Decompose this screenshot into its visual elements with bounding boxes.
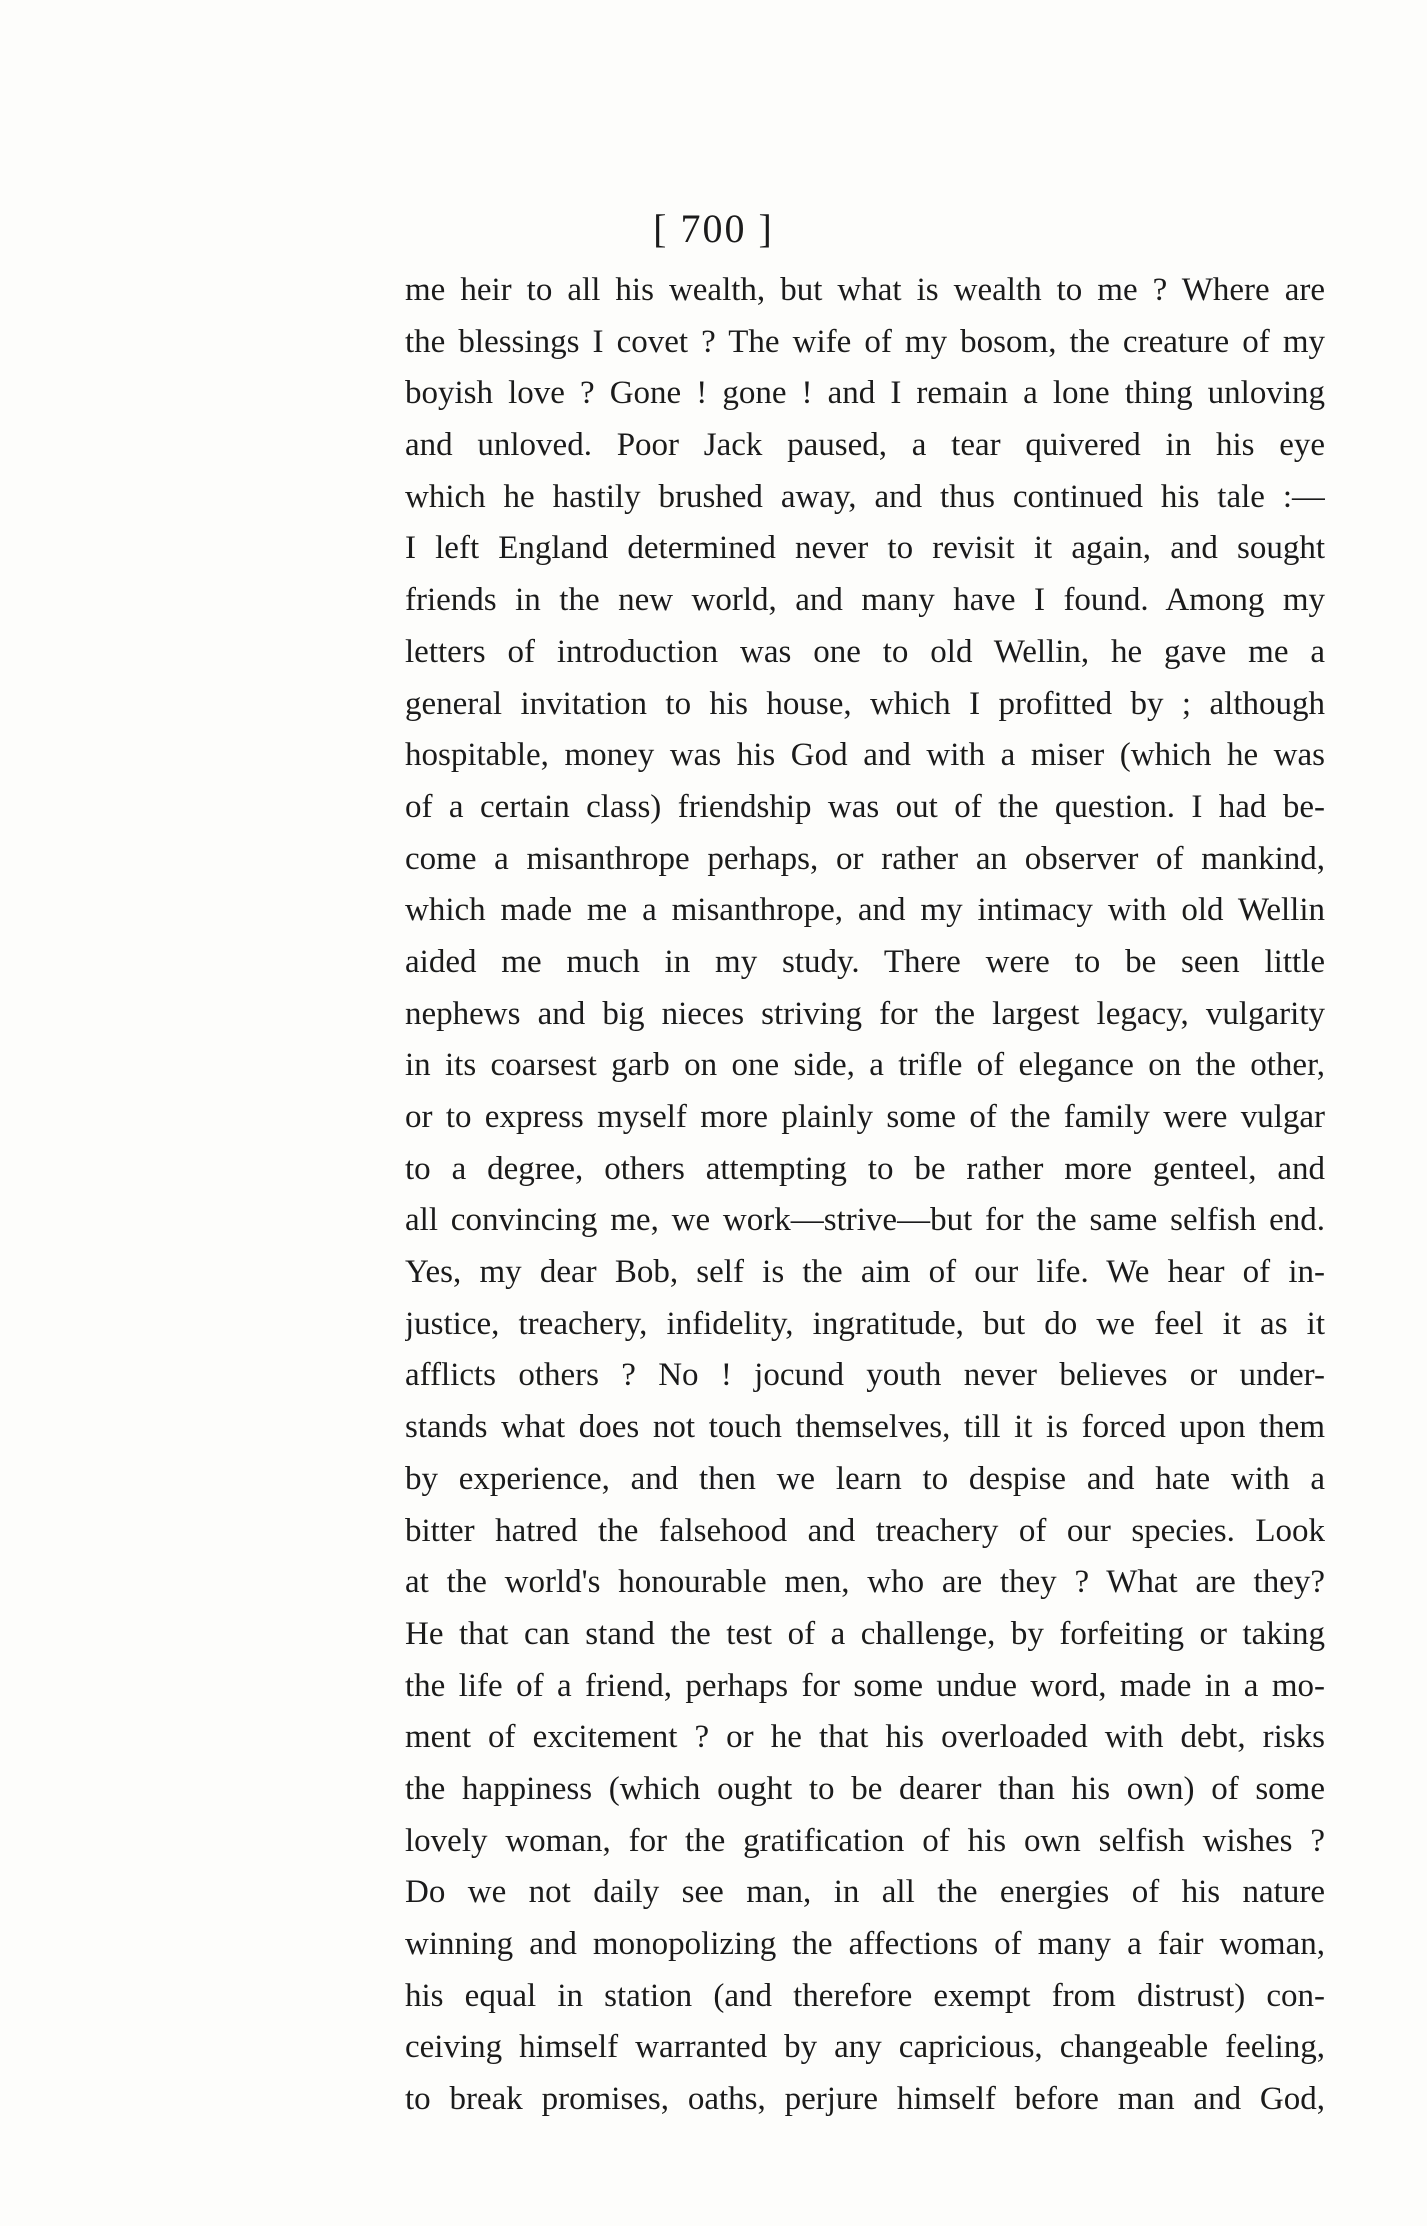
text-line: hospitable, money was his God and with a miser (which he was bbox=[405, 737, 1325, 774]
text-line: by experience, and then we learn to despise and hate with a bbox=[405, 1460, 1325, 1497]
text-line: and unloved. Poor Jack paused, a tear quivered in his eye bbox=[405, 427, 1325, 464]
text-line: which he hastily brushed away, and thus continued his tale :— bbox=[405, 478, 1325, 515]
text-line: aided me much in my study. There were to be seen little bbox=[405, 943, 1325, 980]
text-line: his equal in station (and therefore exempt from distrust) con- bbox=[405, 1977, 1325, 2014]
text-line: me heir to all his wealth, but what is wealth to me ? Where are bbox=[405, 272, 1325, 308]
text-line: He that can stand the test of a challenge, by forfeiting or taking bbox=[405, 1615, 1325, 1652]
text-line: in its coarsest garb on one side, a trifle of elegance on the other, bbox=[405, 1047, 1325, 1084]
text-line: at the world's honourable men, who are they ? What are they? bbox=[405, 1564, 1325, 1601]
text-line: the blessings I covet ? The wife of my bosom, the creature of my bbox=[405, 323, 1325, 360]
text-line: letters of introduction was one to old Wellin, he gave me a bbox=[405, 633, 1325, 670]
text-line: the life of a friend, perhaps for some undue word, made in a mo- bbox=[405, 1667, 1325, 1704]
text-line: to a degree, others attempting to be rather more genteel, and bbox=[405, 1150, 1325, 1187]
text-line: Do we not daily see man, in all the energies of his nature bbox=[405, 1874, 1325, 1911]
text-line: lovely woman, for the gratification of his own selfish wishes ? bbox=[405, 1822, 1325, 1859]
text-line: bitter hatred the falsehood and treachery of our species. Look bbox=[405, 1512, 1325, 1549]
text-line: general invitation to his house, which I profitted by ; although bbox=[405, 685, 1325, 722]
text-line: boyish love ? Gone ! gone ! and I remain a lone thing unloving bbox=[405, 375, 1325, 412]
text-line: of a certain class) friendship was out of the question. I had be- bbox=[405, 788, 1325, 825]
text-line: or to express myself more plainly some of the family were vulgar bbox=[405, 1099, 1325, 1135]
text-line: which made me a misanthrope, and my intimacy with old Wellin bbox=[405, 892, 1325, 929]
text-line: ment of excitement ? or he that his overloaded with debt, risks bbox=[405, 1719, 1325, 1756]
text-line: to break promises, oaths, perjure himself before man and God, bbox=[405, 2081, 1325, 2118]
text-line: winning and monopolizing the affections of many a fair woman, bbox=[405, 1926, 1325, 1962]
text-line: I left England determined never to revisit it again, and sought bbox=[405, 530, 1325, 567]
text-line: nephews and big nieces striving for the largest legacy, vulgarity bbox=[405, 995, 1325, 1032]
page-number: [ 700 ] bbox=[653, 206, 774, 251]
text-line: the happiness (which ought to be dearer than his own) of some bbox=[405, 1770, 1325, 1807]
text-line: all convincing me, we work—strive—but for the same selfish end. bbox=[405, 1202, 1325, 1239]
text-line: ceiving himself warranted by any capricious, changeable feeling, bbox=[405, 2029, 1325, 2066]
text-line: afflicts others ? No ! jocund youth never believes or under- bbox=[405, 1357, 1325, 1394]
text-line: friends in the new world, and many have I found. Among my bbox=[405, 582, 1325, 619]
text-line: justice, treachery, infidelity, ingratitude, but do we feel it as it bbox=[405, 1305, 1325, 1342]
body-text bbox=[405, 265, 1325, 2126]
text-line: come a misanthrope perhaps, or rather an observer of mankind, bbox=[405, 840, 1325, 877]
text-line: stands what does not touch themselves, till it is forced upon them bbox=[405, 1409, 1325, 1446]
text-line: Yes, my dear Bob, self is the aim of our life. We hear of in- bbox=[405, 1254, 1325, 1291]
